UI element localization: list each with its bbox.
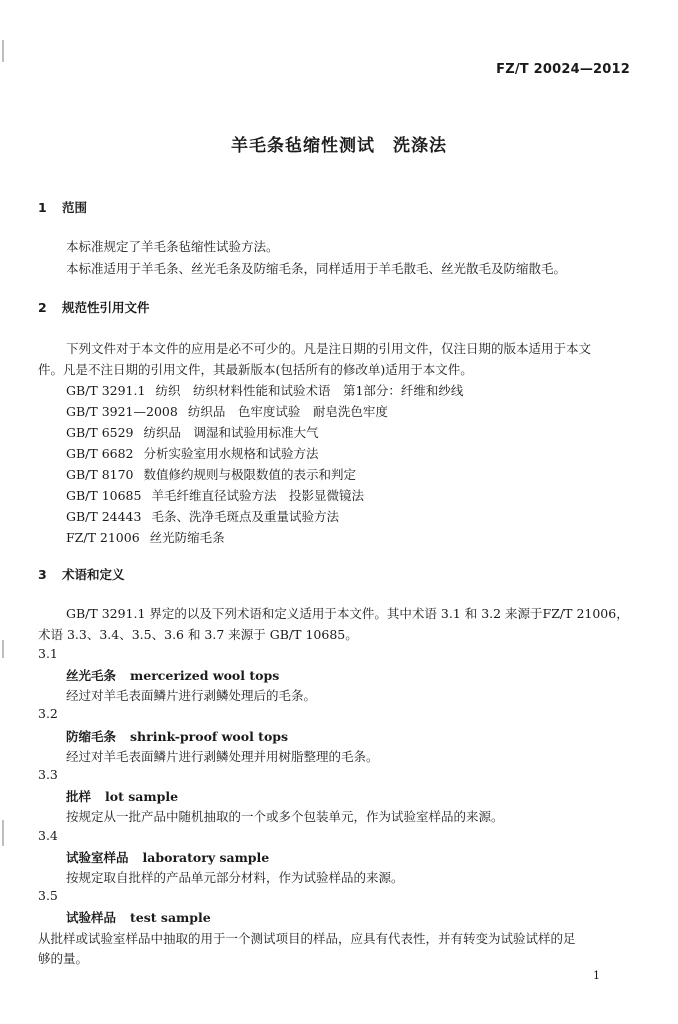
reference-code: GB/T 6529 [66, 425, 134, 440]
reference-code: GB/T 8170 [66, 467, 134, 482]
reference-title: 纺织品 调湿和试验用标准大气 [143, 425, 319, 440]
reference-item [66, 444, 319, 462]
reference-title: 纺织 纺织材料性能和试验术语 第1部分：纤维和纱线 [155, 383, 464, 398]
term-name-en: shrink-proof wool tops [130, 729, 289, 744]
paragraph: 本标准适用于羊毛条、丝光毛条及防缩毛条，同样适用于羊毛散毛、丝光散毛及防缩散毛。 [66, 261, 567, 276]
document-title: 羊毛条毡缩性测试 洗涤法 [231, 136, 447, 156]
scan-edge-mark [2, 820, 4, 846]
term-name [66, 666, 279, 684]
term-name-zh: 批样 [66, 789, 92, 804]
paragraph: 下列文件对于本文件的应用是必不可少的。凡是注日期的引用文件，仅注日期的版本适用于本文 [66, 341, 592, 356]
section-number: 3 [38, 567, 47, 582]
reference-code: GB/T 3921—2008 [66, 404, 178, 419]
term-definition: 按规定取自批样的产品单元部分材料，作为试验样品的来源。 [66, 870, 404, 885]
scan-edge-mark [2, 640, 4, 658]
term-definition: 经过对羊毛表面鳞片进行剥鳞处理并用树脂整理的毛条。 [66, 749, 379, 764]
scan-edge-mark [2, 40, 4, 62]
reference-item [66, 423, 319, 441]
reference-title: 纺织品 色牢度试验 耐皂洗色牢度 [187, 404, 388, 419]
term-name-en: laboratory sample [142, 850, 270, 865]
reference-title: 毛条、洗净毛斑点及重量试验方法 [151, 509, 339, 524]
reference-code: GB/T 6682 [66, 446, 134, 461]
paragraph: GB/T 3291.1 界定的以及下列术语和定义适用于本文件。其中术语 3.1 和 3.2 来源于FZ/T 21006， [66, 606, 629, 621]
page-number: 1 [593, 969, 600, 982]
reference-title: 数值修约规则与极限数值的表示和判定 [143, 467, 357, 482]
paragraph: 本标准规定了羊毛条毡缩性试验方法。 [66, 239, 279, 254]
section-title: 规范性引用文件 [62, 300, 150, 315]
reference-code: GB/T 24443 [66, 509, 142, 524]
term-definition: 从批样或试验室样品中抽取的用于一个测试项目的样品，应具有代表性，并有转变为试验试样的足 [38, 931, 576, 946]
standard-number: FZ/T 20024—2012 [496, 62, 630, 77]
section-heading [38, 565, 125, 583]
reference-code: GB/T 3291.1 [66, 383, 146, 398]
paragraph: 术语 3.3、3.4、3.5、3.6 和 3.7 来源于 GB/T 10685。 [38, 627, 358, 642]
reference-title: 丝光防缩毛条 [149, 530, 225, 545]
term-number: 3.4 [38, 828, 58, 843]
reference-item [66, 486, 364, 504]
term-number: 3.3 [38, 767, 58, 782]
term-name [66, 908, 211, 926]
section-title: 范围 [62, 200, 88, 215]
section-number: 1 [38, 200, 47, 215]
reference-code: FZ/T 21006 [66, 530, 140, 545]
reference-item [66, 381, 463, 399]
reference-item [66, 402, 388, 420]
term-name-zh: 试验样品 [66, 910, 117, 925]
term-name-zh: 试验室样品 [66, 850, 129, 865]
term-name [66, 727, 288, 745]
term-name-en: lot sample [105, 789, 179, 804]
term-number: 3.2 [38, 706, 58, 721]
term-definition: 经过对羊毛表面鳞片进行剥鳞处理后的毛条。 [66, 688, 317, 703]
term-name-en: test sample [130, 910, 211, 925]
reference-item [66, 507, 339, 525]
term-name-zh: 丝光毛条 [66, 668, 117, 683]
section-heading [38, 198, 87, 216]
reference-title: 羊毛纤维直径试验方法 投影显微镜法 [151, 488, 364, 503]
term-name-zh: 防缩毛条 [66, 729, 117, 744]
term-number: 3.1 [38, 646, 58, 661]
term-name-en: mercerized wool tops [130, 668, 280, 683]
section-heading [38, 298, 150, 316]
section-number: 2 [38, 300, 47, 315]
reference-item [66, 528, 225, 546]
reference-title: 分析实验室用水规格和试验方法 [143, 446, 319, 461]
term-name [66, 848, 269, 866]
term-definition: 够的量。 [38, 951, 89, 966]
term-number: 3.5 [38, 888, 58, 903]
term-name [66, 787, 178, 805]
section-title: 术语和定义 [62, 567, 125, 582]
reference-item [66, 465, 356, 483]
term-definition: 按规定从一批产品中随机抽取的一个或多个包装单元，作为试验室样品的来源。 [66, 809, 504, 824]
paragraph: 件。凡是不注日期的引用文件，其最新版本(包括所有的修改单)适用于本文件。 [38, 362, 473, 377]
reference-code: GB/T 10685 [66, 488, 142, 503]
